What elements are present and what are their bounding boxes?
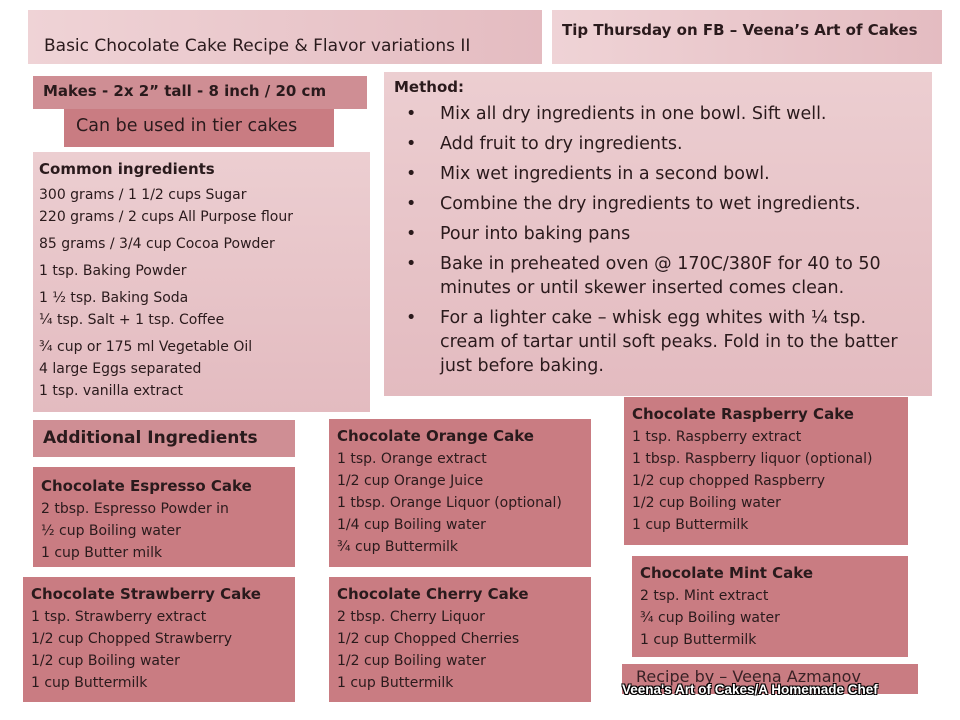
common-item: 1 ½ tsp. Baking Soda (39, 290, 189, 306)
common-item: 85 grams / 3/4 cup Cocoa Powder (39, 236, 275, 252)
tier-note: Can be used in tier cakes (76, 116, 298, 136)
mint-item: 2 tsp. Mint extract (640, 588, 769, 604)
tip-text: Tip Thursday on FB – Veena’s Art of Cakes (562, 21, 918, 39)
title-box (28, 10, 542, 64)
mint-item: 1 cup Buttermilk (640, 632, 757, 648)
mint-item: ¾ cup Boiling water (640, 610, 780, 626)
bullet: • (406, 224, 417, 244)
cherry-heading: Chocolate Cherry Cake (337, 585, 529, 603)
method-step: • Combine the dry ingredients to wet ingredients. (406, 194, 861, 214)
orange-item: ¾ cup Buttermilk (337, 539, 459, 555)
raspberry-item: 1 tbsp. Raspberry liquor (optional) (632, 451, 873, 467)
espresso-item: ½ cup Boiling water (41, 523, 181, 539)
method-heading: Method: (394, 78, 464, 96)
raspberry-item: 1 cup Buttermilk (632, 517, 749, 533)
method-list (394, 102, 922, 378)
common-item: 1 tsp. Baking Powder (39, 263, 187, 279)
cherry-item: 1/2 cup Boiling water (337, 653, 486, 669)
orange-item: 1/4 cup Boiling water (337, 517, 486, 533)
orange-heading: Chocolate Orange Cake (337, 427, 534, 445)
tier-box (64, 109, 334, 147)
makes-box (33, 76, 367, 109)
credit-text: Recipe by – Veena Azmanov (636, 667, 861, 686)
method-step: • Bake in preheated oven @ 170C/380F for 40 to 50 minutes or until skewer inserted comes clean. (406, 254, 881, 298)
method-step: • Add fruit to dry ingredients. (406, 134, 683, 154)
raspberry-card (624, 397, 908, 545)
common-item: 4 large Eggs separated (39, 361, 202, 377)
strawberry-item: 1/2 cup Boiling water (31, 653, 180, 669)
raspberry-item: 1/2 cup chopped Raspberry (632, 473, 825, 489)
cherry-item: 1 cup Buttermilk (337, 675, 454, 691)
bullet: • (406, 254, 417, 274)
common-heading: Common ingredients (39, 160, 215, 178)
bullet: • (406, 104, 417, 124)
orange-card (329, 419, 591, 567)
method-step: • Mix wet ingredients in a second bowl. (406, 164, 770, 184)
orange-item: 1 tbsp. Orange Liquor (optional) (337, 495, 562, 511)
bullet: • (406, 308, 417, 328)
espresso-item: 1 cup Butter milk (41, 545, 163, 561)
espresso-item: 2 tbsp. Espresso Powder in (41, 501, 229, 517)
espresso-heading: Chocolate Espresso Cake (41, 477, 252, 495)
orange-item: 1/2 cup Orange Juice (337, 473, 484, 489)
raspberry-heading: Chocolate Raspberry Cake (632, 405, 854, 423)
tip-box (552, 10, 942, 64)
bullet: • (406, 134, 417, 154)
common-item: ¾ cup or 175 ml Vegetable Oil (39, 339, 253, 355)
additional-heading-box (33, 420, 295, 457)
raspberry-item: 1/2 cup Boiling water (632, 495, 781, 511)
common-item: 220 grams / 2 cups All Purpose flour (39, 209, 293, 225)
mint-card (632, 556, 908, 657)
espresso-card (33, 467, 295, 567)
strawberry-heading: Chocolate Strawberry Cake (31, 585, 261, 603)
bullet: • (406, 194, 417, 214)
strawberry-item: 1 cup Buttermilk (31, 675, 148, 691)
page-title: Basic Chocolate Cake Recipe & Flavor variations II (44, 36, 471, 56)
orange-item: 1 tsp. Orange extract (337, 451, 487, 467)
makes-text: Makes - 2x 2” tall - 8 inch / 20 cm (43, 82, 327, 100)
method-box (384, 72, 932, 396)
cherry-item: 1/2 cup Chopped Cherries (337, 631, 520, 647)
mint-heading: Chocolate Mint Cake (640, 564, 814, 582)
method-step: • Mix all dry ingredients in one bowl. Sift well. (406, 104, 827, 124)
additional-heading: Additional Ingredients (43, 428, 258, 448)
common-item: 300 grams / 1 1/2 cups Sugar (39, 187, 247, 203)
bullet: • (406, 164, 417, 184)
common-item: ¼ tsp. Salt + 1 tsp. Coffee (39, 312, 225, 328)
method-step: • For a lighter cake – whisk egg whites with ¼ tsp. cream of tartar until soft peaks. Fold in to the batter just before baking. (406, 308, 898, 376)
common-item: 1 tsp. vanilla extract (39, 383, 184, 399)
cherry-card (329, 577, 591, 702)
strawberry-item: 1/2 cup Chopped Strawberry (31, 631, 233, 647)
raspberry-item: 1 tsp. Raspberry extract (632, 429, 802, 445)
strawberry-card (23, 577, 295, 702)
common-ingredients-box (33, 152, 370, 412)
strawberry-item: 1 tsp. Strawberry extract (31, 609, 207, 625)
method-step: • Pour into baking pans (406, 224, 631, 244)
watermark-text: Veena's Art of Cakes/A Homemade Chef (622, 682, 878, 697)
cherry-item: 2 tbsp. Cherry Liquor (337, 609, 485, 625)
